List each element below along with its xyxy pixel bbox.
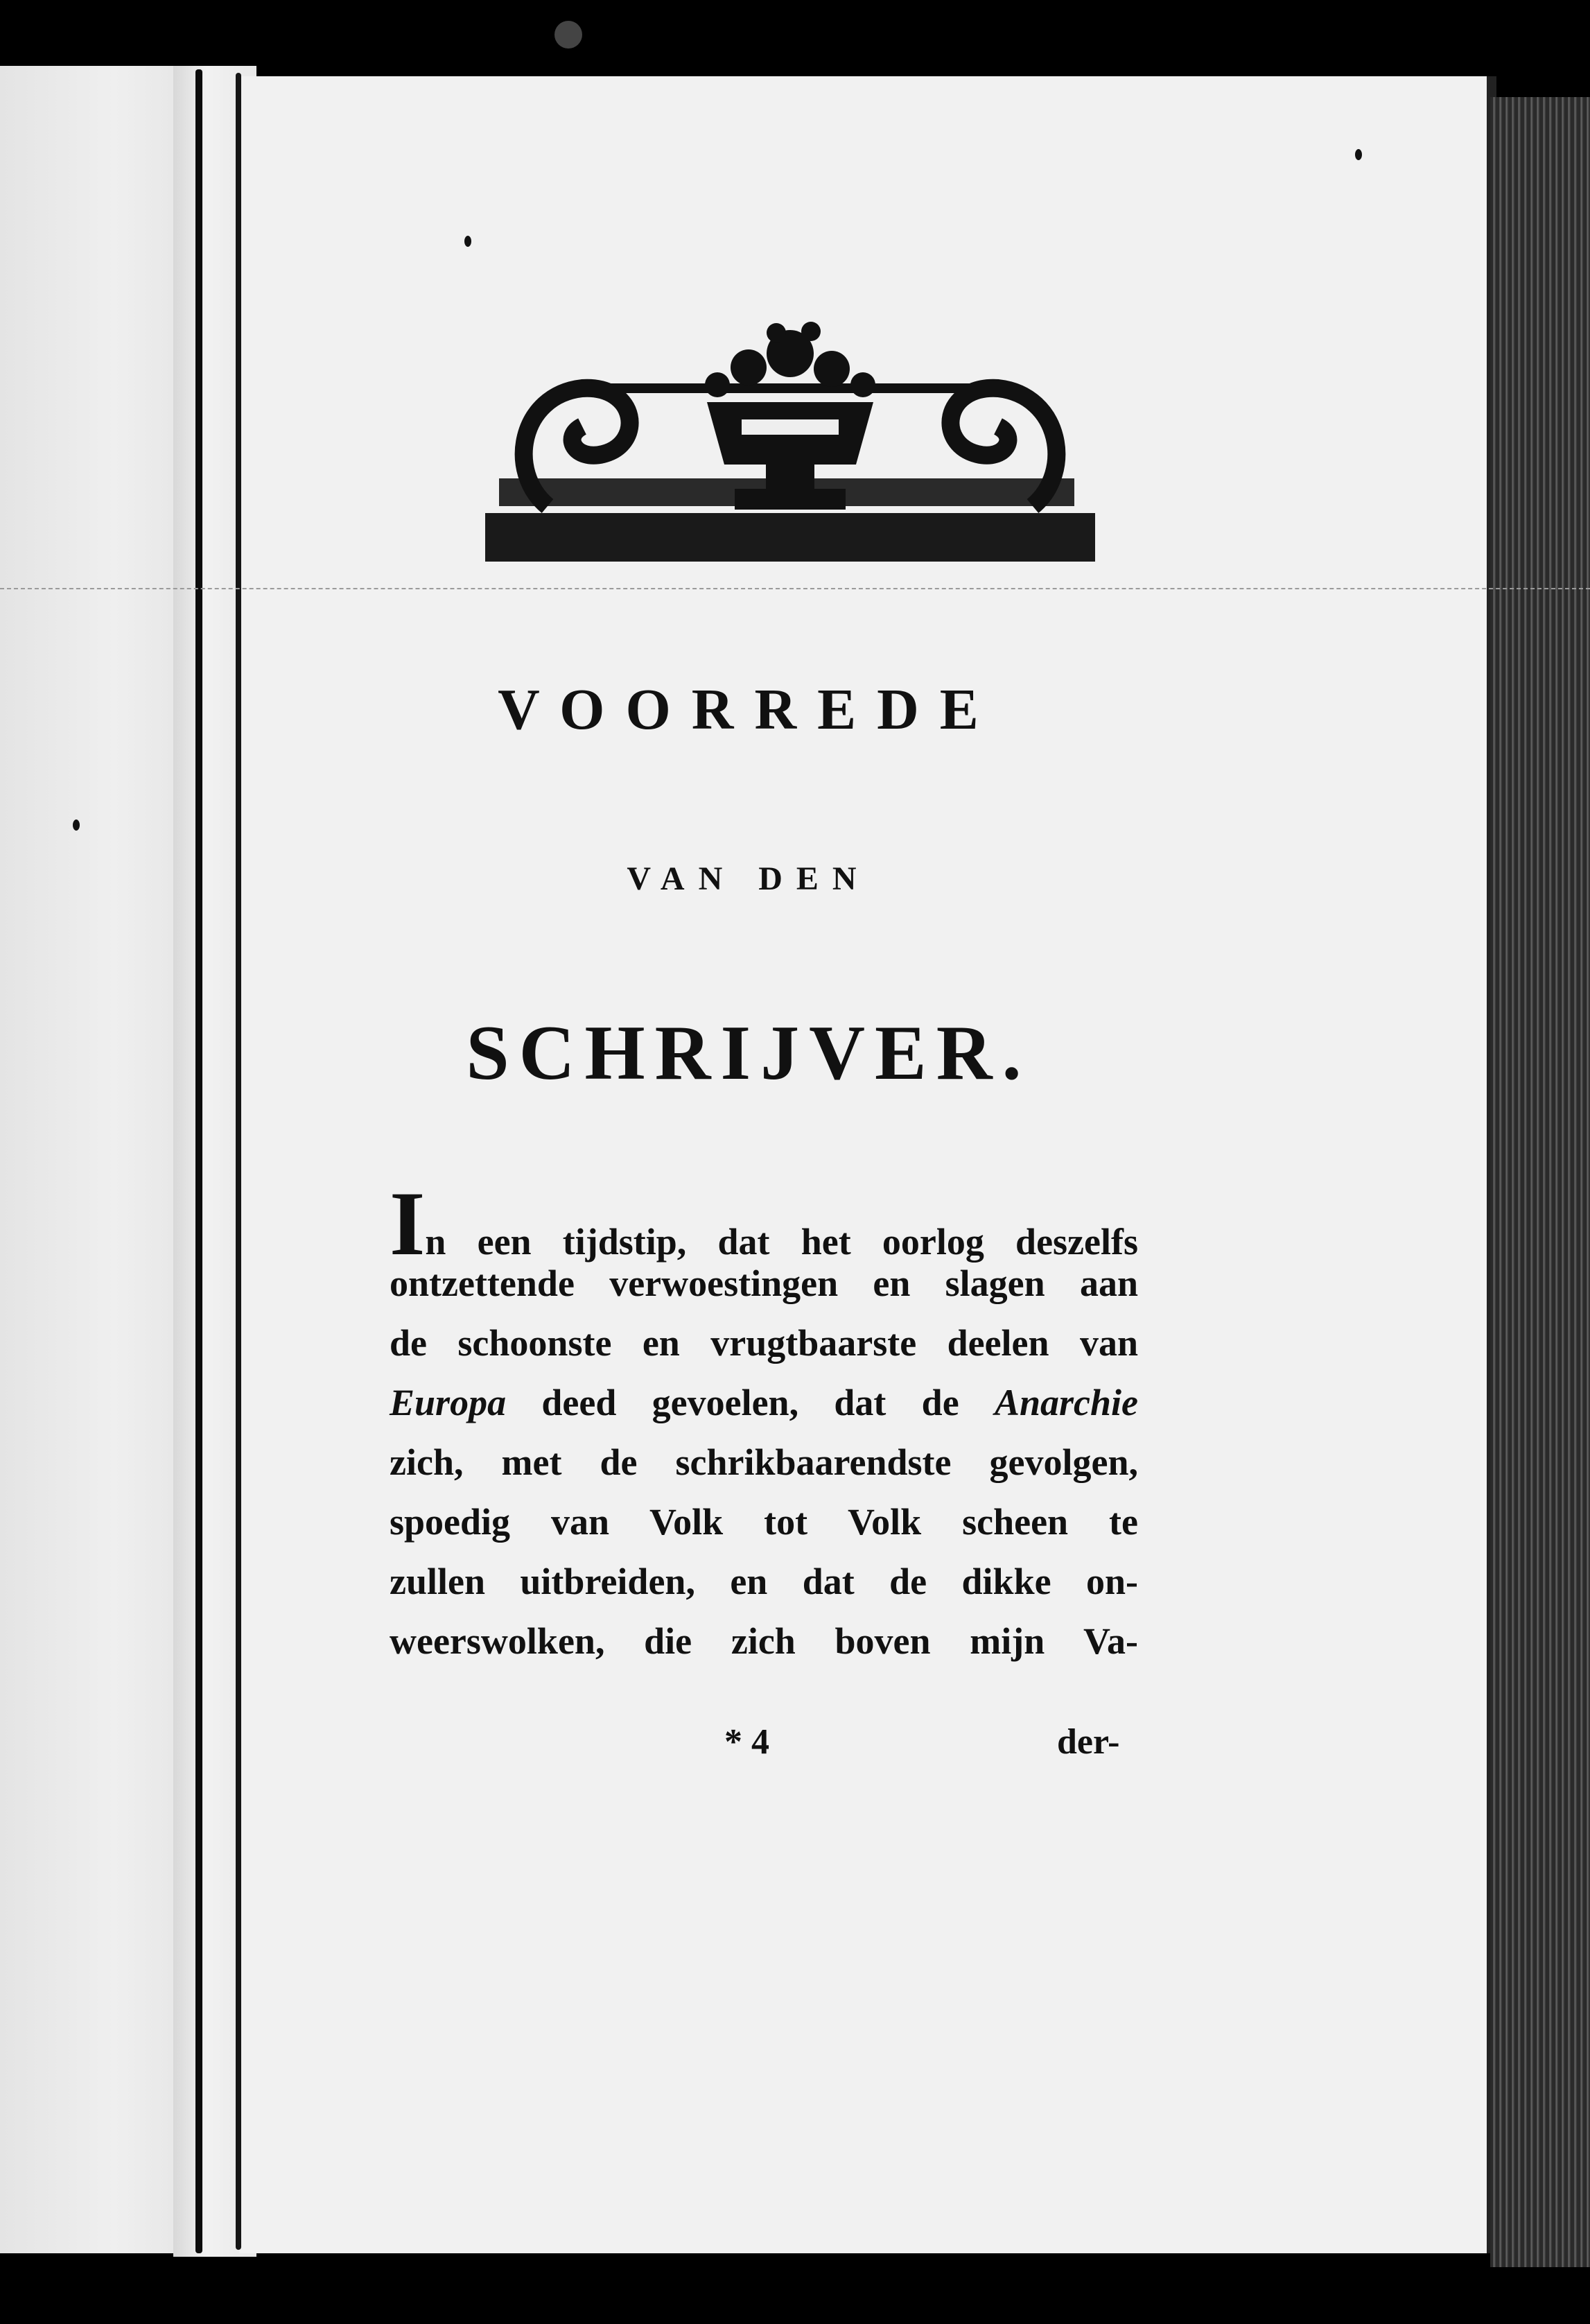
title-van-den: VAN DEN (627, 860, 871, 897)
text-line (390, 1373, 1138, 1432)
text-span: deed gevoelen, dat de (506, 1382, 995, 1423)
drop-cap: I (390, 1172, 426, 1274)
text-line: zullen uitbreiden, en dat de dikke on- (390, 1561, 1138, 1602)
text-line: de schoonste en vrugtbaarste deelen van (390, 1322, 1138, 1364)
catchword: der- (1057, 1722, 1120, 1762)
title-voorrede: VOORREDE (498, 677, 999, 742)
text-span: n een tijdstip, dat het oorlog deszelfs (425, 1221, 1138, 1263)
speck (464, 236, 471, 247)
signature-mark: * 4 (724, 1722, 769, 1762)
body-paragraph (390, 1172, 1138, 1671)
text-line: zich, met de schrikbaarendste gevolgen, (390, 1441, 1138, 1483)
italic-word: Anarchie (994, 1382, 1138, 1423)
gutter-shadow-right (236, 73, 241, 2250)
italic-word: Europa (390, 1382, 507, 1423)
speck (73, 820, 80, 831)
flower-urn-vignette-icon (478, 305, 1102, 569)
text-line: spoedig van Volk tot Volk scheen te (390, 1501, 1138, 1543)
title-schrijver: SCHRIJVER. (466, 1010, 1031, 1096)
text-line (390, 1172, 1138, 1274)
page-edges (1490, 97, 1590, 2267)
gutter-shadow-left (195, 69, 202, 2253)
text-line: weerswolken, die zich boven mijn Va- (390, 1620, 1138, 1662)
facing-page (0, 66, 191, 2253)
scan-fold-line (0, 588, 1590, 589)
binding-mark (554, 21, 582, 49)
speck (1355, 149, 1362, 160)
text-line: ontzettende verwoestingen en slagen aan (390, 1263, 1138, 1304)
